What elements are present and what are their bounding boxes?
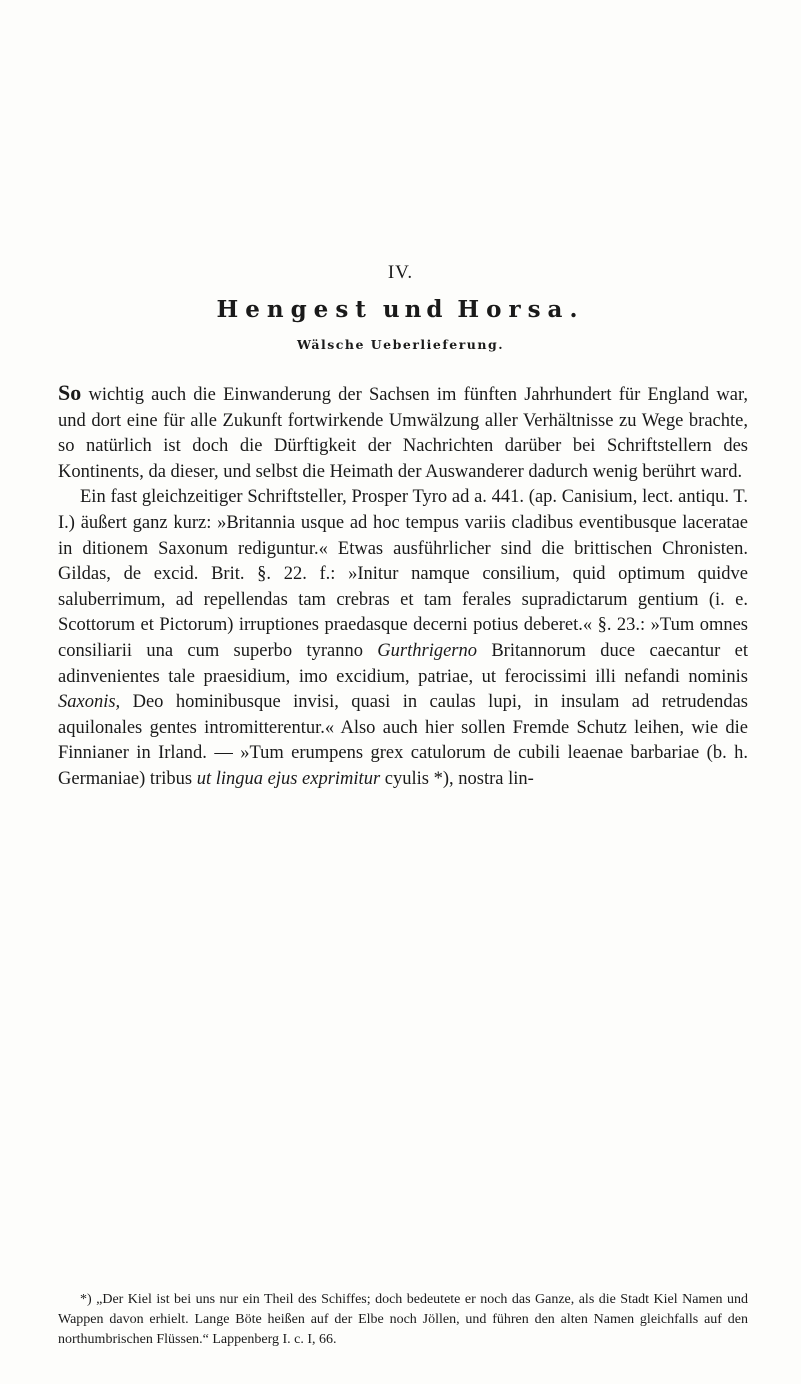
paragraph-1	[58, 380, 748, 485]
paragraph-2	[58, 485, 748, 792]
title-hengest: Hengest	[216, 296, 373, 323]
italic-ut-lingua: ut lingua ejus exprimitur	[196, 768, 381, 789]
title-horsa: Horsa.	[457, 296, 585, 323]
paragraph-2-part-d: cyulis *), nostra lin-	[380, 768, 534, 789]
chapter-subtitle: Wälsche Ueberlieferung.	[296, 337, 505, 352]
initial-letters: So	[58, 380, 82, 405]
chapter-number: IV.	[387, 262, 414, 283]
italic-saxonis: Saxonis,	[58, 692, 121, 713]
paragraph-2-part-a: Ein fast gleichzeitiger Schriftsteller, Prosper Tyro ad a. 441. (ap. Canisium, lect. antiqu. T. I.) äußert ganz kurz: »Britannia usque ad hoc tempus variis cladibus eventibusque laceratae in ditionem Saxonum rediguntur.« Etwas ausführlicher sind die brittischen Chronisten. Gildas, de excid. Brit. §. 22. f.: »Initur namque consilium, quid optimum quidve saluberrimum, ad repellendas tam crebras et tam ferales supradictarum gentium (i. e. Scottorum et Pictorum) irruptiones praedasque decerni potius deberet.« §. 23.: »Tum omnes consiliarii una cum superbo tyranno	[58, 487, 748, 661]
paragraph-2-part-b: Britannorum duce caecantur et adinvenientes tale praesidium, imo excidium, patriae, ut ferocissimi illi nefandi nominis	[58, 640, 748, 687]
footnote	[58, 1290, 748, 1350]
paragraph-2-part-c: Deo hominibusque invisi, quasi in caulas lupi, in insulam ad retrudendas aquilonales gentes intromitterentur.« Also auch hier sollen Fremde Schutz leihen, wie die Finnianer in Irland. — »Tum erumpens grex catulorum de cubili leaenae barbariae (b. h. Germaniae) tribus	[58, 692, 748, 789]
italic-gurthrigerno: Gurthrigerno	[377, 640, 477, 661]
footnote-text: *) „Der Kiel ist bei uns nur ein Theil des Schiffes; doch bedeutete er noch das Ganze, als die Stadt Kiel Namen und Wappen davon erhielt. Lange Böte heißen auf der Elbe noch Jöllen, und führen den alten Namen gleichfalls auf den northumbrischen Flüssen.“ Lappenberg I. c. I, 66.	[58, 1292, 748, 1347]
body-text	[58, 380, 748, 793]
title-und: und	[382, 296, 448, 323]
chapter-title	[0, 296, 801, 323]
paragraph-1-text: wichtig auch die Einwanderung der Sachsen im fünften Jahrhundert für England war, und dort eine für alle Zukunft fortwirkende Umwälzung aller Verhältnisse zu Wege brachte, so natürlich ist doch die Dürftigkeit der Nachrichten darüber bei Schriftstellern des Kontinents, da dieser, und selbst die Heimath der Auswanderer dadurch wenig berührt ward.	[58, 385, 748, 482]
